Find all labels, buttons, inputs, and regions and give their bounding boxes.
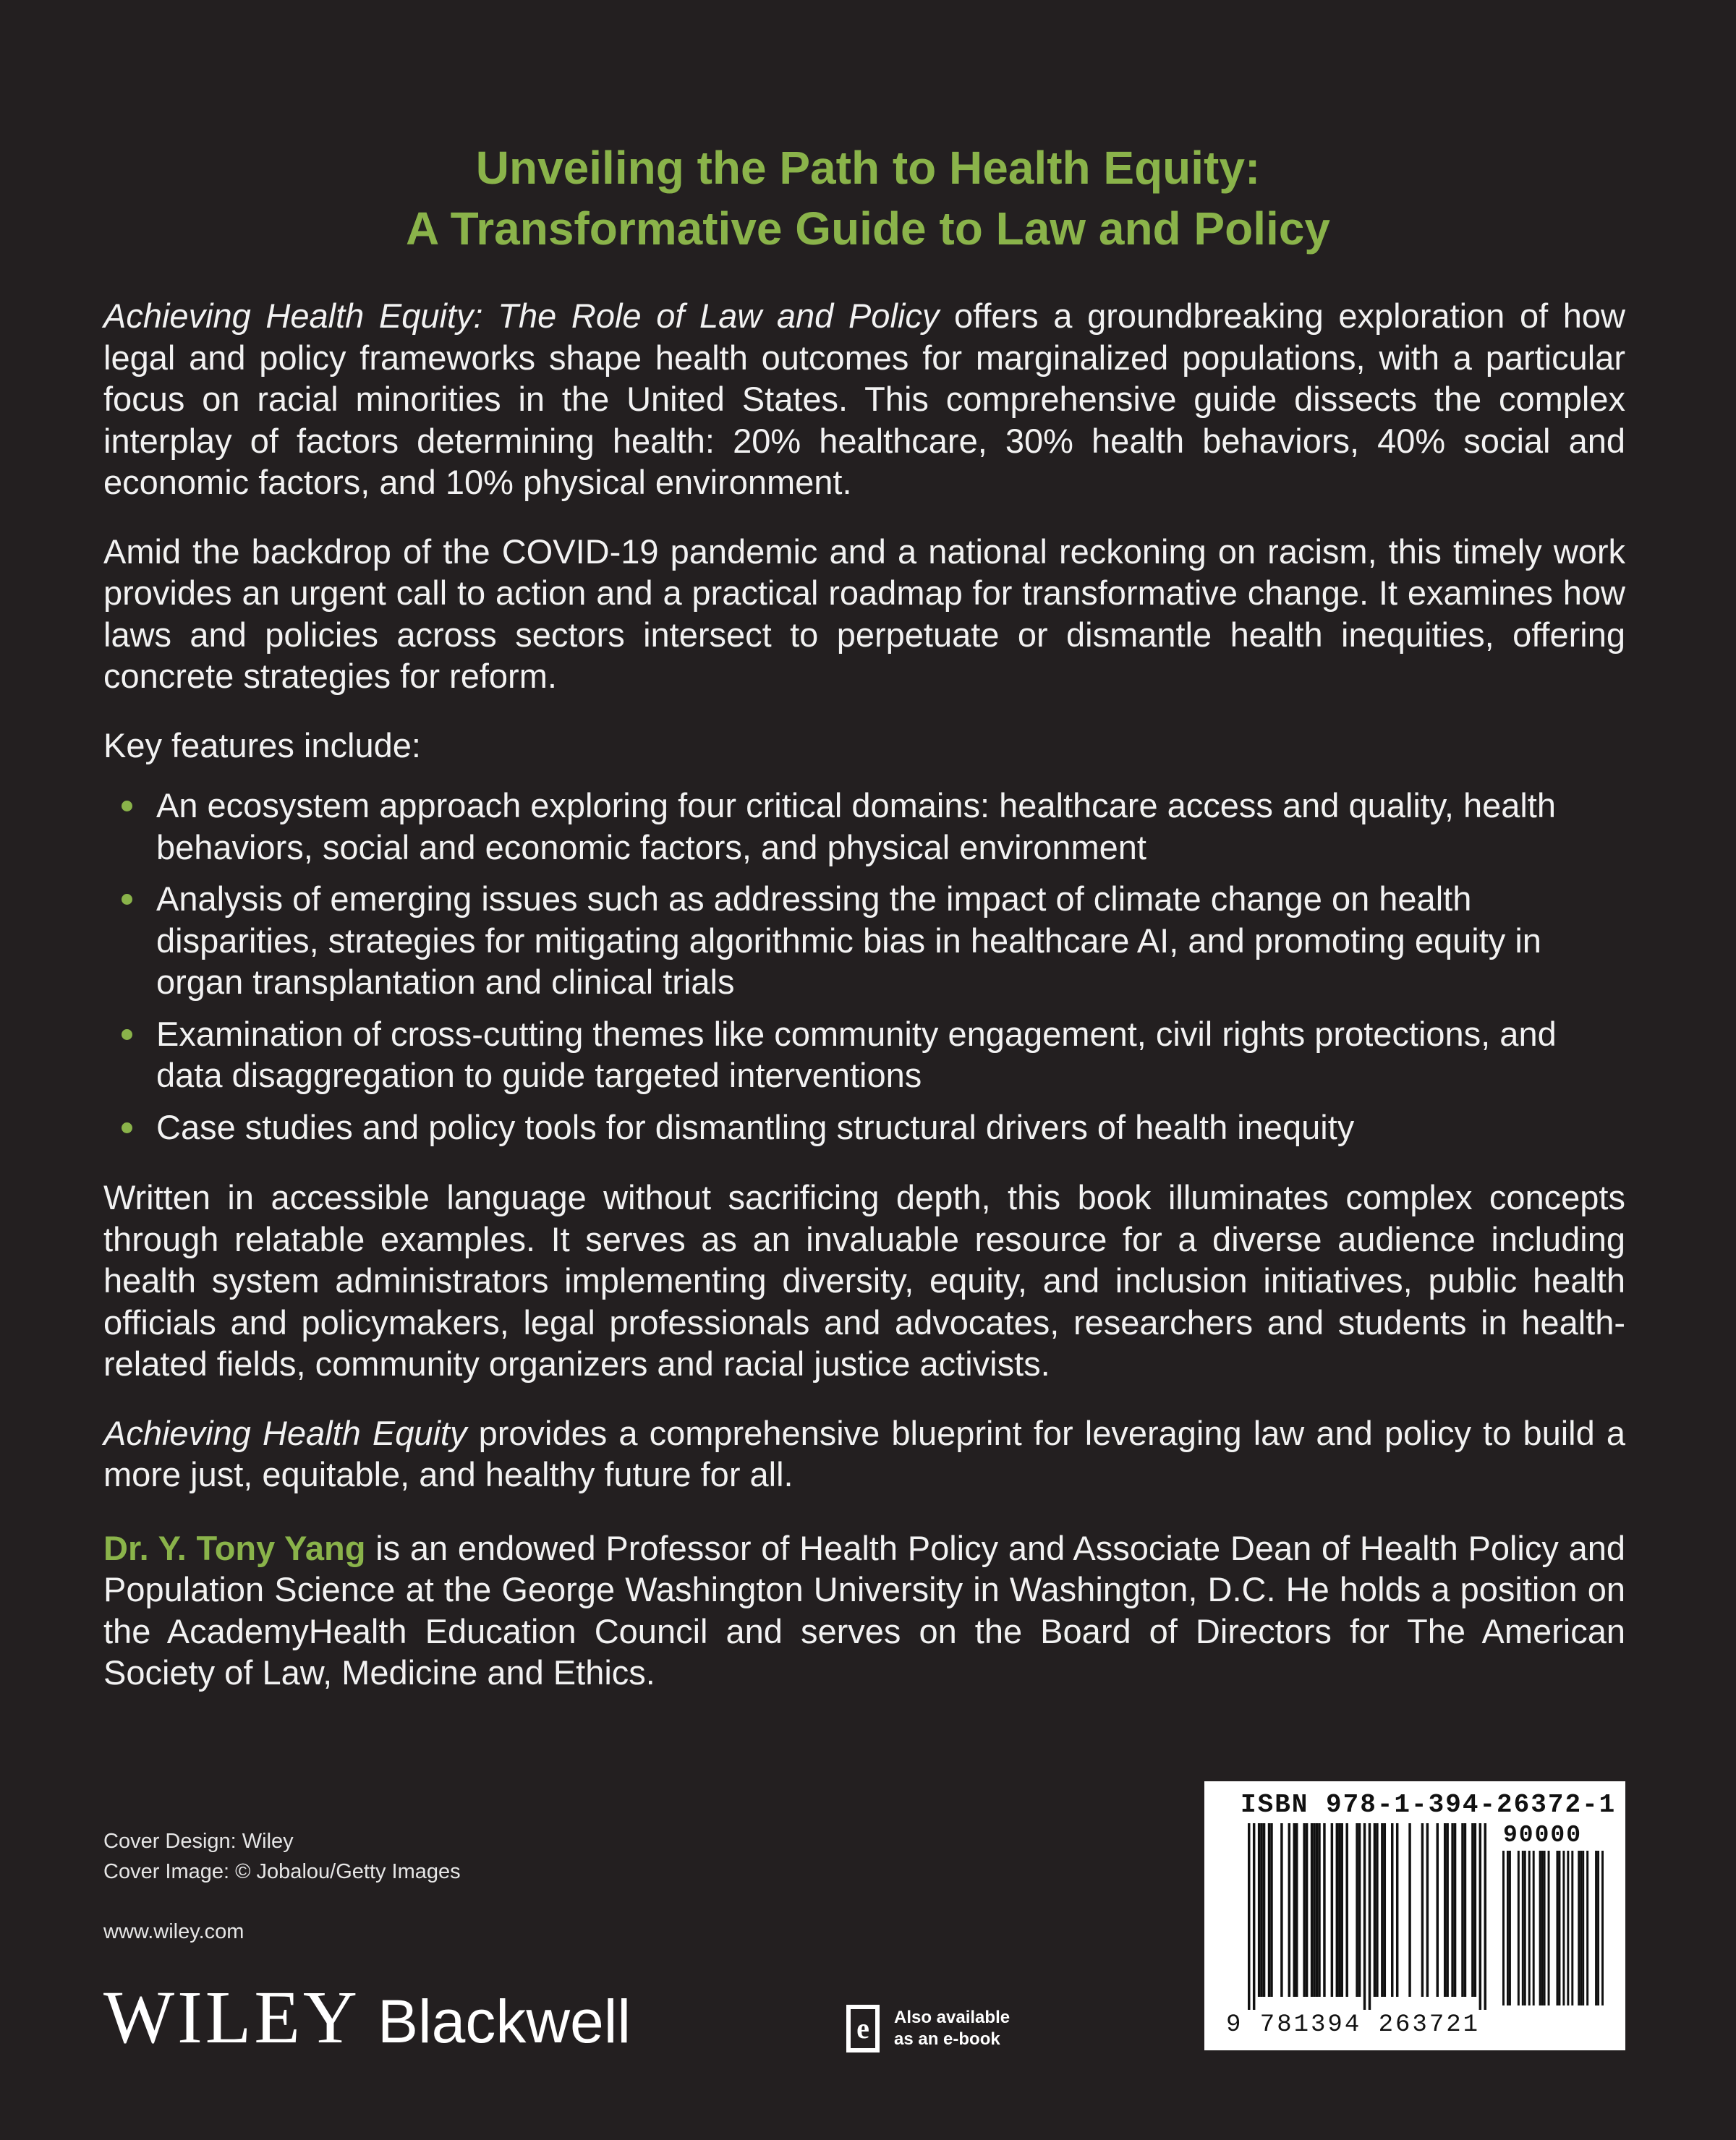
barcode-bar xyxy=(1528,1851,1531,2005)
cover-credits xyxy=(103,1826,461,1887)
e-book-icon xyxy=(845,2003,881,2054)
barcode-bar xyxy=(1280,1823,1282,1997)
audience-paragraph: Written in accessible language without sacrificing depth, this book illuminates complex concepts through relatable examples. It serves as an invaluable resource for a diverse audience including health system administrators implementing diversity, equity, and inclusion initiatives, public health officials and policymakers, legal professionals and advocates, researchers and students in health-related fields, community organizers and racial justice activists. xyxy=(103,1178,1625,1383)
barcode-bar xyxy=(1562,1851,1565,2005)
barcode-bar xyxy=(1567,1851,1569,2005)
book-title-italic: Achieving Health Equity: The Role of Law and Policy xyxy=(103,297,940,335)
barcode-bar xyxy=(1601,1851,1604,2005)
barcode-bar xyxy=(1374,1823,1376,1997)
barcode-bar xyxy=(1426,1823,1429,1997)
barcode-bar xyxy=(1446,1823,1448,1997)
ean-barcode-bars xyxy=(1248,1823,1486,2010)
barcode-bar xyxy=(1474,1823,1476,1997)
barcode-bar xyxy=(1306,1823,1308,1997)
barcode-bar xyxy=(1451,1823,1453,1997)
barcode-bar xyxy=(1288,1823,1290,1997)
blackwell-wordmark: Blackwell xyxy=(377,1987,631,2055)
barcode-bar xyxy=(1253,1823,1255,2010)
barcode-bar xyxy=(1518,1851,1520,2005)
barcode-bar xyxy=(1318,1823,1320,1997)
barcode-bar xyxy=(1597,1851,1599,2005)
ebook-notice xyxy=(845,2003,1010,2054)
barcode-bar xyxy=(1345,1823,1348,1997)
barcode-bar xyxy=(1539,1851,1541,2005)
features-list xyxy=(103,785,1625,1148)
publisher-logo xyxy=(103,1976,631,2059)
intro-text: offers a groundbreaking exploration of how legal and policy frameworks shape health outcomes for marginalized populations, with a particular focus on racial minorities in the United States. This comprehensive guide dissects the complex interplay of factors determining health: 20% healthcare, 30% health behaviors, 40% social and economic factors, and 10% physical environment. xyxy=(103,297,1625,501)
barcode-bar xyxy=(1323,1823,1325,1997)
barcode-bar xyxy=(1524,1851,1526,2005)
list-item xyxy=(103,1107,1625,1148)
barcode-bar xyxy=(1544,1851,1546,2005)
barcode-bar xyxy=(1316,1823,1318,1997)
list-item xyxy=(103,785,1625,868)
closing-text: provides a comprehensive blueprint for leveraging law and policy to build a more just, equitable, and healthy future for all. xyxy=(103,1413,1625,1493)
barcode-bar xyxy=(1533,1851,1535,2005)
wiley-wordmark: WILEY xyxy=(103,1976,360,2059)
barcode-bar xyxy=(1437,1823,1439,1997)
barcode-bar xyxy=(1582,1851,1584,2005)
barcode-bar xyxy=(1391,1823,1393,1997)
barcode-bar xyxy=(1421,1823,1424,1997)
barcode-bar xyxy=(1464,1823,1466,1997)
barcode-bar xyxy=(1313,1823,1315,1997)
ebook-line-1: Also available xyxy=(894,2008,1010,2027)
list-item xyxy=(103,878,1625,1003)
barcode-bar xyxy=(1331,1823,1333,1997)
barcode-bar xyxy=(1336,1823,1338,1997)
isbn-label: ISBN 978-1-394-26372-1 xyxy=(1241,1790,1617,1820)
list-item xyxy=(103,1013,1625,1096)
author-bio-text: is an endowed Professor of Health Policy and Associate Dean of Health Policy and Population Science at the George Washington University in Washington, D.C. He holds a position on the AcademyHealth Education Council and serves on the Board of Directors for The American Society of Law, Medicine and Ethics. xyxy=(103,1528,1625,1692)
barcode-bar xyxy=(1479,1823,1481,2010)
price-code: 90000 xyxy=(1503,1822,1583,1849)
barcode-bar xyxy=(1260,1823,1262,1997)
barcode-bar xyxy=(1248,1823,1250,2010)
short-title-italic: Achieving Health Equity xyxy=(103,1413,467,1452)
barcode-bar xyxy=(1502,1851,1505,2005)
barcode-bar xyxy=(1356,1823,1358,1997)
barcode-bar xyxy=(1295,1823,1298,1997)
barcode-bar xyxy=(1369,1823,1371,2010)
barcode-bar xyxy=(1363,1823,1366,2010)
feature-text: Analysis of emerging issues such as addressing the impact of climate change on health disparities, strategies for mitigating algorithmic bias in healthcare AI, and promoting equity in organ transplantation and clinical trials xyxy=(156,879,1541,1001)
barcode-bar xyxy=(1258,1823,1260,1997)
barcode-bar xyxy=(1376,1823,1378,1997)
barcode-bar xyxy=(1558,1851,1560,2005)
image-credit: Cover Image: © Jobalou/Getty Images xyxy=(103,1860,461,1883)
barcode-bar xyxy=(1580,1851,1582,2005)
bullet-icon xyxy=(122,1029,132,1040)
barcode-bar xyxy=(1522,1851,1524,2005)
barcode-bar xyxy=(1571,1851,1573,2005)
barcode-bar xyxy=(1311,1823,1313,1997)
barcode-bar xyxy=(1303,1823,1305,1997)
barcode-bar xyxy=(1381,1823,1383,1997)
website-link[interactable]: www.wiley.com xyxy=(103,1920,244,1943)
author-bio xyxy=(103,1527,1625,1694)
barcode-bar xyxy=(1509,1851,1511,2005)
barcode-bar xyxy=(1293,1823,1295,1997)
barcode-bar xyxy=(1268,1823,1270,1997)
barcode-bar xyxy=(1263,1823,1265,1997)
barcode-bar xyxy=(1484,1823,1486,2010)
context-paragraph: Amid the backdrop of the COVID-19 pandemic and a national reckoning on racism, this timely work provides an urgent call to action and a practical roadmap for transformative change. It examines how laws and policies across sectors intersect to perpetuate or dismantle health inequities, offering concrete strategies for reform. xyxy=(103,532,1625,695)
barcode-bar xyxy=(1578,1851,1580,2005)
blurb xyxy=(103,295,1625,1721)
cover-heading xyxy=(103,137,1633,259)
closing-paragraph xyxy=(103,1412,1625,1496)
barcode-bar xyxy=(1595,1851,1597,2005)
svg-text:e: e xyxy=(856,2012,869,2045)
addon-barcode-bars xyxy=(1502,1851,1604,2005)
barcode-bar xyxy=(1341,1823,1343,1997)
barcode-bar xyxy=(1461,1823,1463,1997)
feature-text: Case studies and policy tools for dismantling structural drivers of health inequity xyxy=(156,1107,1355,1146)
feature-text: An ecosystem approach exploring four critical domains: healthcare access and quality, health behaviors, social and economic factors, and physical environment xyxy=(156,786,1557,866)
barcode-bar xyxy=(1444,1823,1446,1997)
bullet-icon xyxy=(122,1122,132,1133)
barcode-bar xyxy=(1586,1851,1588,2005)
barcode-bar xyxy=(1548,1851,1550,2005)
barcode-bar xyxy=(1384,1823,1386,1997)
ebook-text xyxy=(894,2007,1010,2050)
heading-line-2: A Transformative Guide to Law and Policy xyxy=(406,203,1330,255)
feature-text: Examination of cross-cutting themes like community engagement, civil rights protections, and data disaggregation to guide targeted interventions xyxy=(156,1014,1557,1094)
barcode-bar xyxy=(1358,1823,1361,1997)
bullet-icon xyxy=(122,801,132,811)
barcode-bar xyxy=(1396,1823,1398,1997)
barcode-bar xyxy=(1454,1823,1456,1997)
bullet-icon xyxy=(122,894,132,905)
barcode-bar xyxy=(1408,1823,1410,1997)
intro-paragraph xyxy=(103,295,1625,503)
heading-line-1: Unveiling the Path to Health Equity: xyxy=(475,142,1261,194)
barcode-digits: 9 781394 263721 xyxy=(1226,2011,1481,2039)
barcode-bar xyxy=(1556,1851,1558,2005)
barcode-bar xyxy=(1541,1851,1544,2005)
design-credit: Cover Design: Wiley xyxy=(103,1830,294,1853)
barcode-bar xyxy=(1471,1823,1473,1997)
isbn-barcode xyxy=(1204,1781,1625,2050)
barcode-bar xyxy=(1338,1823,1340,1997)
barcode-bar xyxy=(1507,1851,1509,2005)
ebook-line-2: as an e-book xyxy=(894,2029,1000,2049)
features-intro: Key features include: xyxy=(103,725,421,764)
barcode-bar xyxy=(1270,1823,1272,1997)
author-name: Dr. Y. Tony Yang xyxy=(103,1528,366,1567)
